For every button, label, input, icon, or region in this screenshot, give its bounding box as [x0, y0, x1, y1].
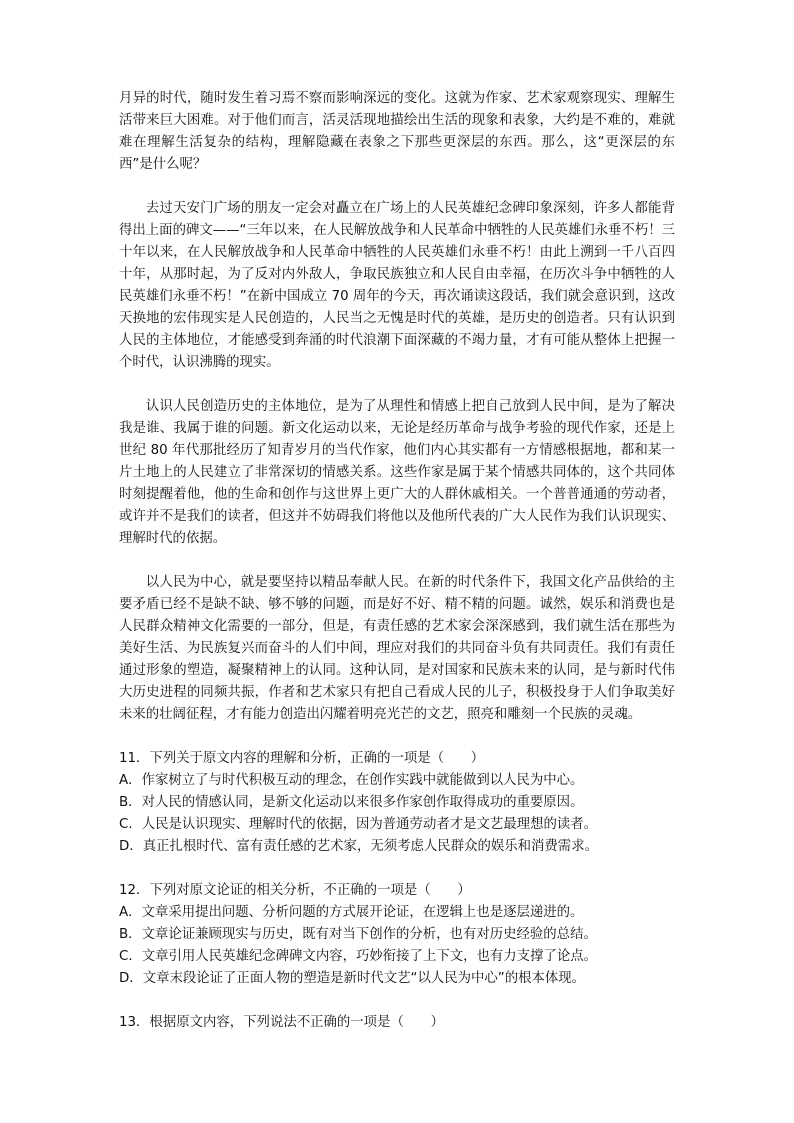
paragraph-3: 认识人民创造历史的主体地位，是为了从理性和情感上把自己放到人民中间，是为了解决我是谁、我属于谁的问题。新文化运动以来，无论是经历革命与战争考验的现代作家，还是上世纪 80 年代那批经历了知青岁月的当代作家，他们内心其实都有一方情感根据地，都和某一片土地上的人民建立了非常深切的情感关系。这些作家是属于某个情感共同体的，这个共同体时刻提醒着他，他的生命和创作与这世界上更广大的人群休戚相关。一个普普通通的劳动者，或许并不是我们的读者，但这并不妨碍我们将他以及他所代表的广大人民作为我们认识现实、理解时代的依据。 [119, 399, 675, 546]
option-a: A．作家树立了与时代积极互动的理念，在创作实践中就能做到以人民为中心。 [119, 773, 584, 788]
document-page [119, 88, 675, 1056]
paragraph-4: 以人民为中心，就是要坚持以精品奉献人民。在新的时代条件下，我国文化产品供给的主要矛盾已经不是缺不缺、够不够的问题，而是好不好、精不精的问题。诚然，娱乐和消费也是人民群众精神文化需要的一部分，但是，有责任感的艺术家会深深感到，我们就生活在那些为美好生活、为民族复兴而奋斗的人们中间，理应对我们的共同奋斗负有共同责任。我们有责任通过形象的塑造，凝聚精神上的认同。这种认同，是对国家和民族未来的认同，是与新时代伟大历史进程的同频共振，作者和艺术家只有把自己看成人民的儿子，积极投身于人们争取美好未来的壮阔征程，才有能力创造出闪耀着明亮光芒的文艺，照亮和雕刻一个民族的灵魂。 [119, 575, 675, 722]
question-13 [119, 1012, 675, 1034]
question-stem: 11．下列关于原文内容的理解和分析，正确的一项是（ ） [119, 751, 485, 766]
option-d: D．文章末段论证了正面人物的塑造是新时代文艺“以人民为中心”的根本体现。 [119, 971, 586, 986]
question-12 [119, 880, 675, 990]
option-d: D．真正扎根时代、富有责任感的艺术家，无须考虑人民群众的娱乐和消费需求。 [119, 839, 598, 854]
paragraph-1: 月异的时代，随时发生着习焉不察而影响深远的变化。这就为作家、艺术家观察现实、理解生活带来巨大困难。对于他们而言，活灵活现地描绘出生活的现象和表象，大约是不难的，难就难在理解生活复杂的结构，理解隐藏在表象之下那些更深层的东西。那么，这“更深层的东西”是什么呢？ [119, 91, 675, 172]
option-a: A．文章采用提出问题、分析问题的方式展开论证，在逻辑上也是逐层递进的。 [119, 905, 584, 920]
option-c: C．文章引用人民英雄纪念碑碑文内容，巧妙衔接了上下文，也有力支撑了论点。 [119, 949, 598, 964]
question-stem: 12．下列对原文论证的相关分析，不正确的一项是（ ） [119, 883, 471, 898]
question-stem: 13．根据原文内容，下列说法不正确的一项是（ ） [119, 1015, 445, 1030]
question-11 [119, 748, 675, 858]
paragraph-2: 去过天安门广场的朋友一定会对矗立在广场上的人民英雄纪念碑印象深刻，许多人都能背得出上面的碑文——“三年以来，在人民解放战争和人民革命中牺牲的人民英雄们永垂不朽！三十年以来，在人民解放战争和人民革命中牺牲的人民英雄们永垂不朽！由此上溯到一千八百四十年，从那时起，为了反对内外敌人，争取民族独立和人民自由幸福，在历次斗争中牺牲的人民英雄们永垂不朽！”在新中国成立 70 周年的今天，再次诵读这段话，我们就会意识到，这改天换地的宏伟现实是人民创造的，人民当之无愧是时代的英雄，是历史的创造者。只有认识到人民的主体地位，才能感受到奔涌的时代浪潮下面深藏的不竭力量，才有可能从整体上把握一个时代，认识沸腾的现实。 [119, 201, 675, 370]
option-b: B．文章论证兼顾现实与历史，既有对当下创作的分析，也有对历史经验的总结。 [119, 927, 597, 942]
option-c: C．人民是认识现实、理解时代的依据，因为普通劳动者才是文艺最理想的读者。 [119, 817, 598, 832]
option-b: B．对人民的情感认同，是新文化运动以来很多作家创作取得成功的重要原因。 [119, 795, 584, 810]
